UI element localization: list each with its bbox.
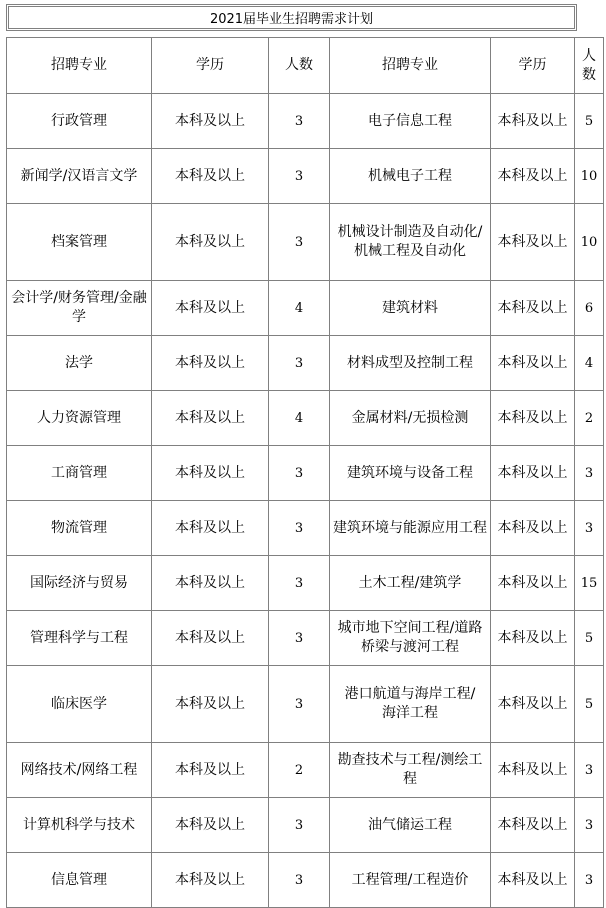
table-row [7,556,604,611]
count-right-cell: 3 [575,743,604,798]
major-left-cell: 行政管理 [7,94,152,149]
education-left-cell: 本科及以上 [152,743,269,798]
education-right-cell: 本科及以上 [491,666,575,743]
education-left-cell: 本科及以上 [152,391,269,446]
count-left-cell: 3 [269,501,330,556]
major-left-cell: 会计学/财务管理/金融学 [7,281,152,336]
header-row [7,38,604,94]
major-left-cell: 新闻学/汉语言文学 [7,149,152,204]
count-left-cell: 3 [269,798,330,853]
table-row [7,204,604,281]
major-left-cell: 国际经济与贸易 [7,556,152,611]
count-left-cell: 3 [269,94,330,149]
table-row [7,666,604,743]
major-right-cell: 城市地下空间工程/道路桥梁与渡河工程 [330,611,491,666]
major-left-cell: 工商管理 [7,446,152,501]
major-left-cell: 管理科学与工程 [7,611,152,666]
major-right-cell: 建筑环境与能源应用工程 [330,501,491,556]
recruitment-table [6,37,604,908]
count-left-cell: 4 [269,391,330,446]
major-right-cell: 建筑材料 [330,281,491,336]
education-left-cell: 本科及以上 [152,204,269,281]
education-right-cell: 本科及以上 [491,336,575,391]
education-right-cell: 本科及以上 [491,281,575,336]
major-right-cell: 港口航道与海岸工程/ 海洋工程 [330,666,491,743]
major-right-cell: 土木工程/建筑学 [330,556,491,611]
count-right-cell: 5 [575,94,604,149]
education-right-cell: 本科及以上 [491,743,575,798]
education-left-cell: 本科及以上 [152,501,269,556]
major-left-cell: 法学 [7,336,152,391]
count-right-cell: 3 [575,501,604,556]
count-right-cell: 3 [575,853,604,908]
table-row [7,446,604,501]
major-right-cell: 机械设计制造及自动化/机械工程及自动化 [330,204,491,281]
education-left-cell: 本科及以上 [152,336,269,391]
table-title-box [6,4,577,31]
education-left-cell: 本科及以上 [152,94,269,149]
count-left-cell: 3 [269,336,330,391]
table-row [7,743,604,798]
major-left-cell: 网络技术/网络工程 [7,743,152,798]
education-left-cell: 本科及以上 [152,556,269,611]
count-left-cell: 4 [269,281,330,336]
major-right-cell: 机械电子工程 [330,149,491,204]
major-left-cell: 信息管理 [7,853,152,908]
education-left-cell: 本科及以上 [152,798,269,853]
count-right-cell: 15 [575,556,604,611]
major-left-cell: 档案管理 [7,204,152,281]
major-right-cell: 勘查技术与工程/测绘工程 [330,743,491,798]
education-right-cell: 本科及以上 [491,798,575,853]
education-right-cell: 本科及以上 [491,853,575,908]
table-row [7,501,604,556]
education-right-cell: 本科及以上 [491,611,575,666]
count-left-cell: 3 [269,611,330,666]
table-row [7,853,604,908]
table-row [7,611,604,666]
major-right-cell: 油气储运工程 [330,798,491,853]
table-row [7,391,604,446]
education-left-cell: 本科及以上 [152,149,269,204]
count-right-cell: 4 [575,336,604,391]
count-right-cell: 10 [575,204,604,281]
header-edu-left: 学历 [152,38,269,94]
table-title: 2021届毕业生招聘需求计划 [209,12,374,27]
education-left-cell: 本科及以上 [152,611,269,666]
education-right-cell: 本科及以上 [491,204,575,281]
major-right-cell: 电子信息工程 [330,94,491,149]
table-row [7,149,604,204]
count-right-cell: 3 [575,446,604,501]
major-left-cell: 计算机科学与技术 [7,798,152,853]
header-edu-right: 学历 [491,38,575,94]
education-right-cell: 本科及以上 [491,446,575,501]
education-right-cell: 本科及以上 [491,391,575,446]
count-left-cell: 2 [269,743,330,798]
table-row [7,798,604,853]
major-left-cell: 人力资源管理 [7,391,152,446]
count-left-cell: 3 [269,556,330,611]
count-left-cell: 3 [269,149,330,204]
major-left-cell: 临床医学 [7,666,152,743]
education-left-cell: 本科及以上 [152,666,269,743]
major-right-cell: 材料成型及控制工程 [330,336,491,391]
major-right-cell: 金属材料/无损检测 [330,391,491,446]
header-count-left: 人数 [269,38,330,94]
education-right-cell: 本科及以上 [491,556,575,611]
education-left-cell: 本科及以上 [152,853,269,908]
count-left-cell: 3 [269,446,330,501]
count-right-cell: 5 [575,611,604,666]
education-right-cell: 本科及以上 [491,501,575,556]
table-row [7,336,604,391]
count-right-cell: 2 [575,391,604,446]
table-row [7,281,604,336]
count-right-cell: 10 [575,149,604,204]
major-right-cell: 建筑环境与设备工程 [330,446,491,501]
header-count-right: 人数 [575,38,604,94]
count-left-cell: 3 [269,204,330,281]
header-major-left: 招聘专业 [7,38,152,94]
education-right-cell: 本科及以上 [491,149,575,204]
count-left-cell: 3 [269,853,330,908]
major-right-cell: 工程管理/工程造价 [330,853,491,908]
education-left-cell: 本科及以上 [152,281,269,336]
major-left-cell: 物流管理 [7,501,152,556]
count-right-cell: 6 [575,281,604,336]
education-right-cell: 本科及以上 [491,94,575,149]
table-row [7,94,604,149]
header-major-right: 招聘专业 [330,38,491,94]
count-right-cell: 3 [575,798,604,853]
education-left-cell: 本科及以上 [152,446,269,501]
count-right-cell: 5 [575,666,604,743]
count-left-cell: 3 [269,666,330,743]
